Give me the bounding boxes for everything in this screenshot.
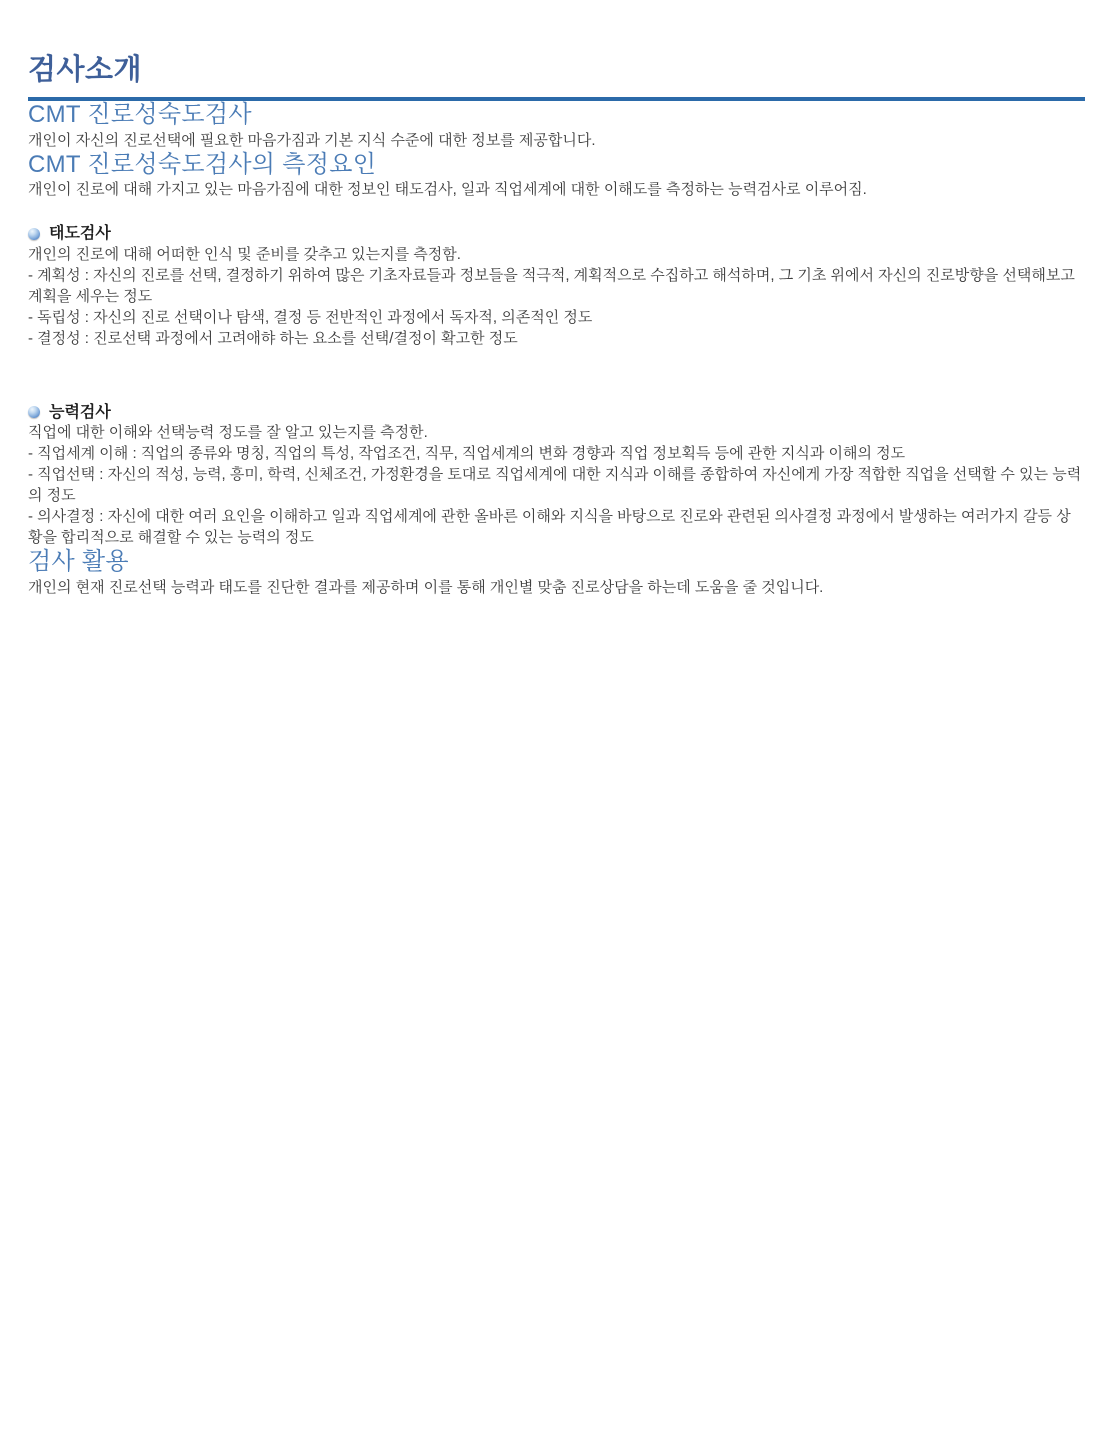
- list-item-decisiveness: - 결정성 : 진로선택 과정에서 고려애햐 하는 요소를 선택/결정이 확고한 정도: [28, 329, 518, 347]
- factors-heading: CMT 진로성숙도검사의 측정요인: [28, 150, 377, 178]
- section-factors: [28, 151, 1085, 548]
- subsection-attitude-test: [28, 224, 1085, 348]
- page-title: 검사소개: [28, 54, 143, 86]
- list-item-job-selection: - 직업선택 : 자신의 적성, 능력, 흥미, 학력, 신체조건, 가정환경을 토대로 직업세계에 대한 지식과 이해를 종합하여 자신에게 가장 적합한 직업을 선택할 수 있는 능력의 정도: [28, 465, 1082, 504]
- subsection-ability-test: [28, 403, 1085, 548]
- list-item-planning: - 계획성 : 자신의 진로를 선택, 결정하기 위하여 많은 기초자료들과 정보들을 적극적, 계획적으로 수집하고 해석하며, 그 기초 위에서 자신의 진로방향을 선택해보고 계획을 세우는 정도: [28, 266, 1075, 305]
- usage-body: 개인의 현재 진로선택 능력과 태도를 진단한 결과를 제공하며 이를 통해 개인별 맞춤 진로상담을 하는데 도움을 줄 것입니다.: [28, 578, 824, 596]
- list-item-job-world-understanding: - 직업세계 이해 : 직업의 종류와 명칭, 직업의 특성, 작업조건, 직무, 직업세계의 변화 경향과 직업 정보획득 등에 관한 지식과 이해의 정도: [28, 444, 906, 462]
- test-introduction-page: [0, 55, 1113, 598]
- section-intro: [28, 101, 1085, 151]
- intro-heading: CMT 진로성숙도검사: [28, 100, 252, 128]
- intro-body: 개인이 자신의 진로선택에 필요한 마음가짐과 기본 지식 수준에 대한 정보를 제공합니다.: [28, 131, 596, 149]
- section-usage: [28, 548, 1085, 598]
- bullet-sphere-icon: [28, 228, 40, 240]
- subsection-title-row: [28, 403, 1085, 422]
- list-item-decision-making: - 의사결정 : 자신에 대한 여러 요인을 이해하고 일과 직업세계에 관한 올바른 이해와 지식을 바탕으로 진로와 관련된 의사결정 과정에서 발생하는 여러가지 갈등 상황을 합리적으로 해결할 수 있는 능력의 정도: [28, 507, 1071, 546]
- page-header: [28, 55, 1085, 101]
- subsection-title-row: [28, 224, 1085, 243]
- bullet-sphere-icon: [28, 406, 40, 418]
- factors-body: 개인이 진로에 대해 가지고 있는 마음가짐에 대한 정보인 태도검사, 일과 직업세계에 대한 이해도를 측정하는 능력검사로 이루어짐.: [28, 181, 867, 199]
- subsection-ability-description: 직업에 대한 이해와 선택능력 정도를 잘 알고 있는지를 측정한.: [28, 423, 428, 441]
- subsection-attitude-description: 개인의 진로에 대해 어떠한 인식 및 준비를 갖추고 있는지를 측정함.: [28, 245, 461, 263]
- subsection-ability-title: 능력검사: [49, 403, 111, 421]
- subsection-attitude-title: 태도검사: [49, 225, 111, 243]
- list-item-independence: - 독립성 : 자신의 진로 선택이나 탐색, 결정 등 전반적인 과정에서 독자적, 의존적인 정도: [28, 308, 593, 326]
- usage-heading: 검사 활용: [28, 547, 129, 575]
